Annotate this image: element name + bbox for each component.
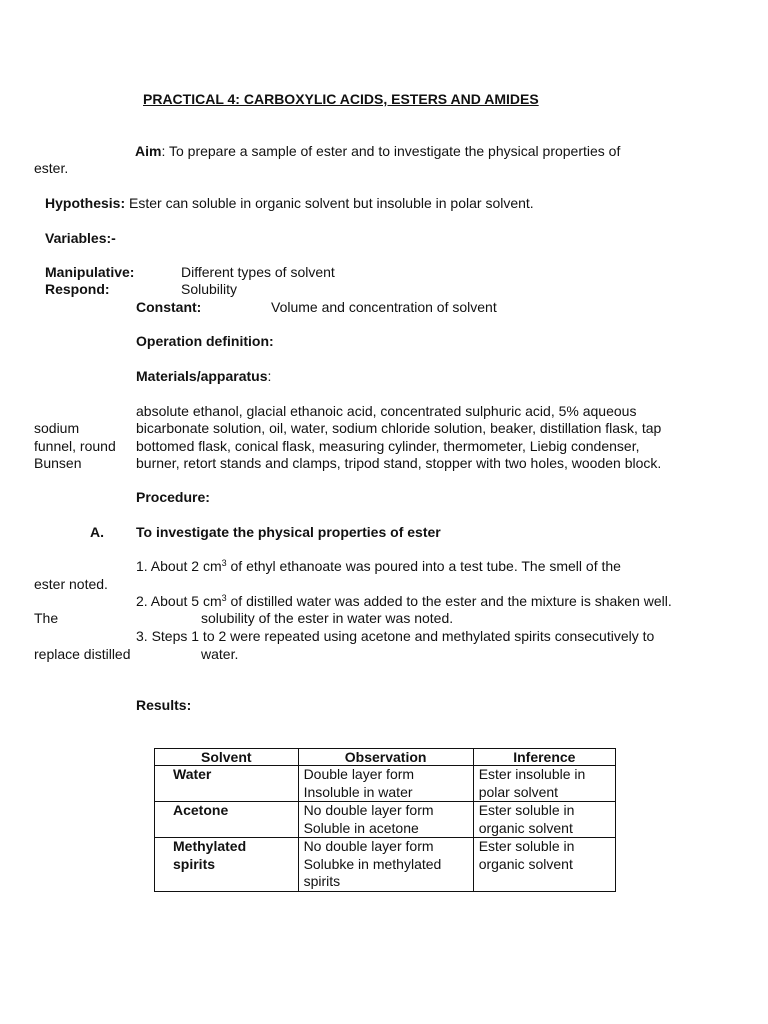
manipulative-value: Different types of solvent (181, 264, 335, 280)
table-row (155, 802, 616, 838)
cell-line: Ester soluble in (478, 802, 575, 818)
cell-line: organic solvent (478, 855, 573, 872)
page-title: PRACTICAL 4: CARBOXYLIC ACIDS, ESTERS AND AMIDES (143, 91, 539, 107)
cell-line: organic solvent (478, 819, 573, 836)
step-3: 3. Steps 1 to 2 were repeated using acetone and methylated spirits consecutively to (136, 628, 655, 644)
cell-line: Acetone (173, 802, 229, 818)
manipulative-label: Manipulative: (45, 264, 135, 280)
column-header: Observation (298, 749, 473, 766)
step-2-superscript: 3 (221, 593, 227, 603)
step-2-continued-right: solubility of the ester in water was noted. (201, 610, 454, 626)
cell-line: No double layer form (303, 838, 434, 854)
cell-line: spirits (173, 855, 216, 872)
materials-label: Materials/apparatus (136, 368, 268, 384)
hypothesis-text: Ester can soluble in organic solvent but insoluble in polar solvent. (129, 195, 534, 211)
cell-line: spirits (303, 873, 341, 889)
respond-label: Respond: (45, 281, 110, 297)
solvent-cell (155, 766, 299, 802)
section-letter: A. (90, 524, 104, 540)
aim-text-continued: ester. (34, 160, 69, 176)
cell-line: Double layer form (303, 766, 415, 782)
column-header: Inference (473, 749, 615, 766)
variables-heading: Variables:- (45, 230, 116, 246)
cell-line: Ester insoluble in (478, 766, 586, 782)
step-1 (136, 558, 621, 575)
materials-line-4-right: burner, retort stands and clamps, tripod stand, stopper with two holes, wooden block. (136, 455, 662, 471)
inference-cell (473, 838, 615, 892)
step-2-rest: of distilled water was added to the ester and the mixture is shaken well. (226, 593, 672, 609)
table-row (155, 766, 616, 802)
materials-line-3-right: bottomed flask, conical flask, measuring cylinder, thermometer, Liebig condenser, (136, 438, 640, 454)
aim-text: : To prepare a sample of ester and to investigate the physical properties of (161, 143, 621, 159)
solvent-cell (155, 838, 299, 892)
observation-cell (298, 802, 473, 838)
constant-label: Constant: (136, 299, 202, 315)
results-heading: Results: (136, 697, 192, 713)
observation-cell (298, 766, 473, 802)
constant-value: Volume and concentration of solvent (271, 299, 497, 315)
cell-line: No double layer form (303, 802, 434, 818)
cell-line: Solubke in methylated (303, 855, 442, 872)
table-header-row (155, 749, 616, 766)
section-title: To investigate the physical properties of ester (136, 524, 441, 540)
observation-cell (298, 838, 473, 892)
materials-line-1: absolute ethanol, glacial ethanoic acid, concentrated sulphuric acid, 5% aqueous (136, 403, 637, 419)
materials-line-2-left: sodium (34, 420, 80, 436)
cell-line: polar solvent (478, 783, 559, 800)
inference-cell (473, 766, 615, 802)
step-2-prefix: 2. About 5 cm (136, 593, 222, 609)
cell-line: Water (173, 766, 212, 782)
aim-label: Aim (135, 143, 162, 159)
hypothesis-label: Hypothesis: (45, 195, 126, 211)
materials-line-2-right: bicarbonate solution, oil, water, sodium chloride solution, beaker, distillation flask, tap (136, 420, 662, 436)
materials-line-3-left: funnel, round (34, 438, 116, 454)
step-2 (136, 593, 672, 610)
operation-definition-heading: Operation definition: (136, 333, 274, 349)
materials-line-4-left: Bunsen (34, 455, 82, 471)
cell-line: Insoluble in water (303, 783, 413, 800)
cell-line: Methylated (173, 838, 247, 854)
table-row (155, 838, 616, 892)
results-table (154, 748, 616, 892)
step-1-rest: of ethyl ethanoate was poured into a test tube. The smell of the (226, 558, 621, 574)
cell-line: Ester soluble in (478, 838, 575, 854)
step-3-continued-right: water. (201, 646, 239, 662)
hypothesis-line (45, 195, 534, 212)
materials-heading (136, 368, 271, 385)
materials-colon: : (267, 368, 272, 384)
cell-line: Soluble in acetone (303, 819, 419, 836)
step-3-continued-left: replace distilled (34, 646, 131, 662)
aim-line (135, 143, 620, 160)
column-header: Solvent (155, 749, 299, 766)
step-1-superscript: 3 (221, 558, 227, 568)
step-1-prefix: 1. About 2 cm (136, 558, 222, 574)
inference-cell (473, 802, 615, 838)
solvent-cell (155, 802, 299, 838)
step-2-continued-left: The (34, 610, 59, 626)
respond-value: Solubility (181, 281, 238, 297)
step-1-continued: ester noted. (34, 576, 108, 592)
procedure-heading: Procedure: (136, 489, 210, 505)
